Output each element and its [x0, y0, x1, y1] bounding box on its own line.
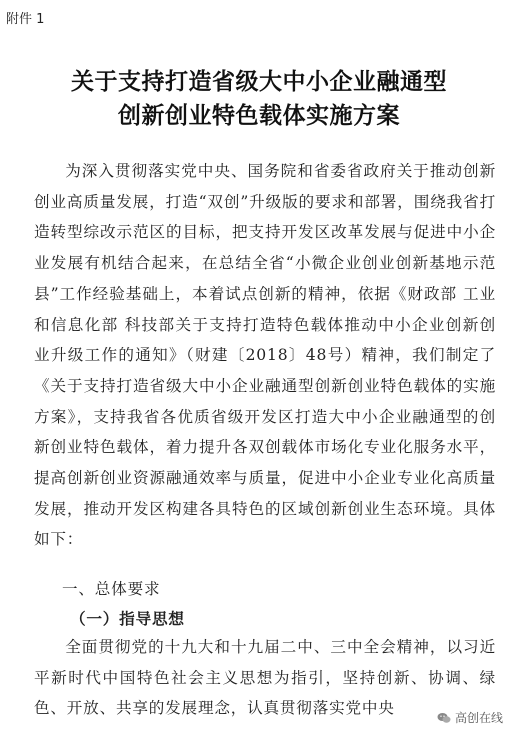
subsection-heading: （一）指导思想 [70, 609, 185, 628]
watermark-text: 高创在线 [454, 711, 503, 725]
document-title-line-2: 创新创业特色载体实施方案 [118, 103, 400, 129]
document-title-line-1: 关于支持打造省级大中小企业融通型 [71, 69, 447, 95]
wechat-icon [437, 712, 451, 724]
watermark [434, 708, 506, 727]
guiding-section [34, 632, 496, 724]
intro-section [34, 156, 496, 555]
section-heading: 一、总体要求 [62, 580, 161, 598]
guiding-paragraph: 全面贯彻党的十九大和十九届二中、三中全会精神，以习近平新时代中国特色社会主义思想为指引，坚持创新、协调、绿色、开放、共享的发展理念，认真贯彻落实党中央 [34, 638, 496, 718]
intro-paragraph: 为深入贯彻落实党中央、国务院和省委省政府关于推动创新创业高质量发展，打造“双创”升级版的要求和部署，围绕我省打造转型综改示范区的目标，把支持开发区改革发展与促进中小企业发展有机结合起来，在总结全省“小微企业创业创新基地示范县”工作经验基础上，本着试点创新的精神，依据《财政部 工业和信息化部 科技部关于支持打造特色载体推动中小企业创新创业升级工作的通知》（财建〔2018〕48号）精神，我们制定了《关于支持打造省级大中小企业融通型创新创业特色载体的实施方案》，支持我省各优质省级开发区打造大中小企业融通型的创新创业特色载体，着力提升各双创载体市场化专业化服务水平，提高创新创业资源融通效率与质量，促进中小企业专业化高质量发展，推动开发区构建各具特色的区域创新创业生态环境。具体如下： [34, 162, 496, 549]
attachment-label: 附件 1 [6, 12, 45, 27]
